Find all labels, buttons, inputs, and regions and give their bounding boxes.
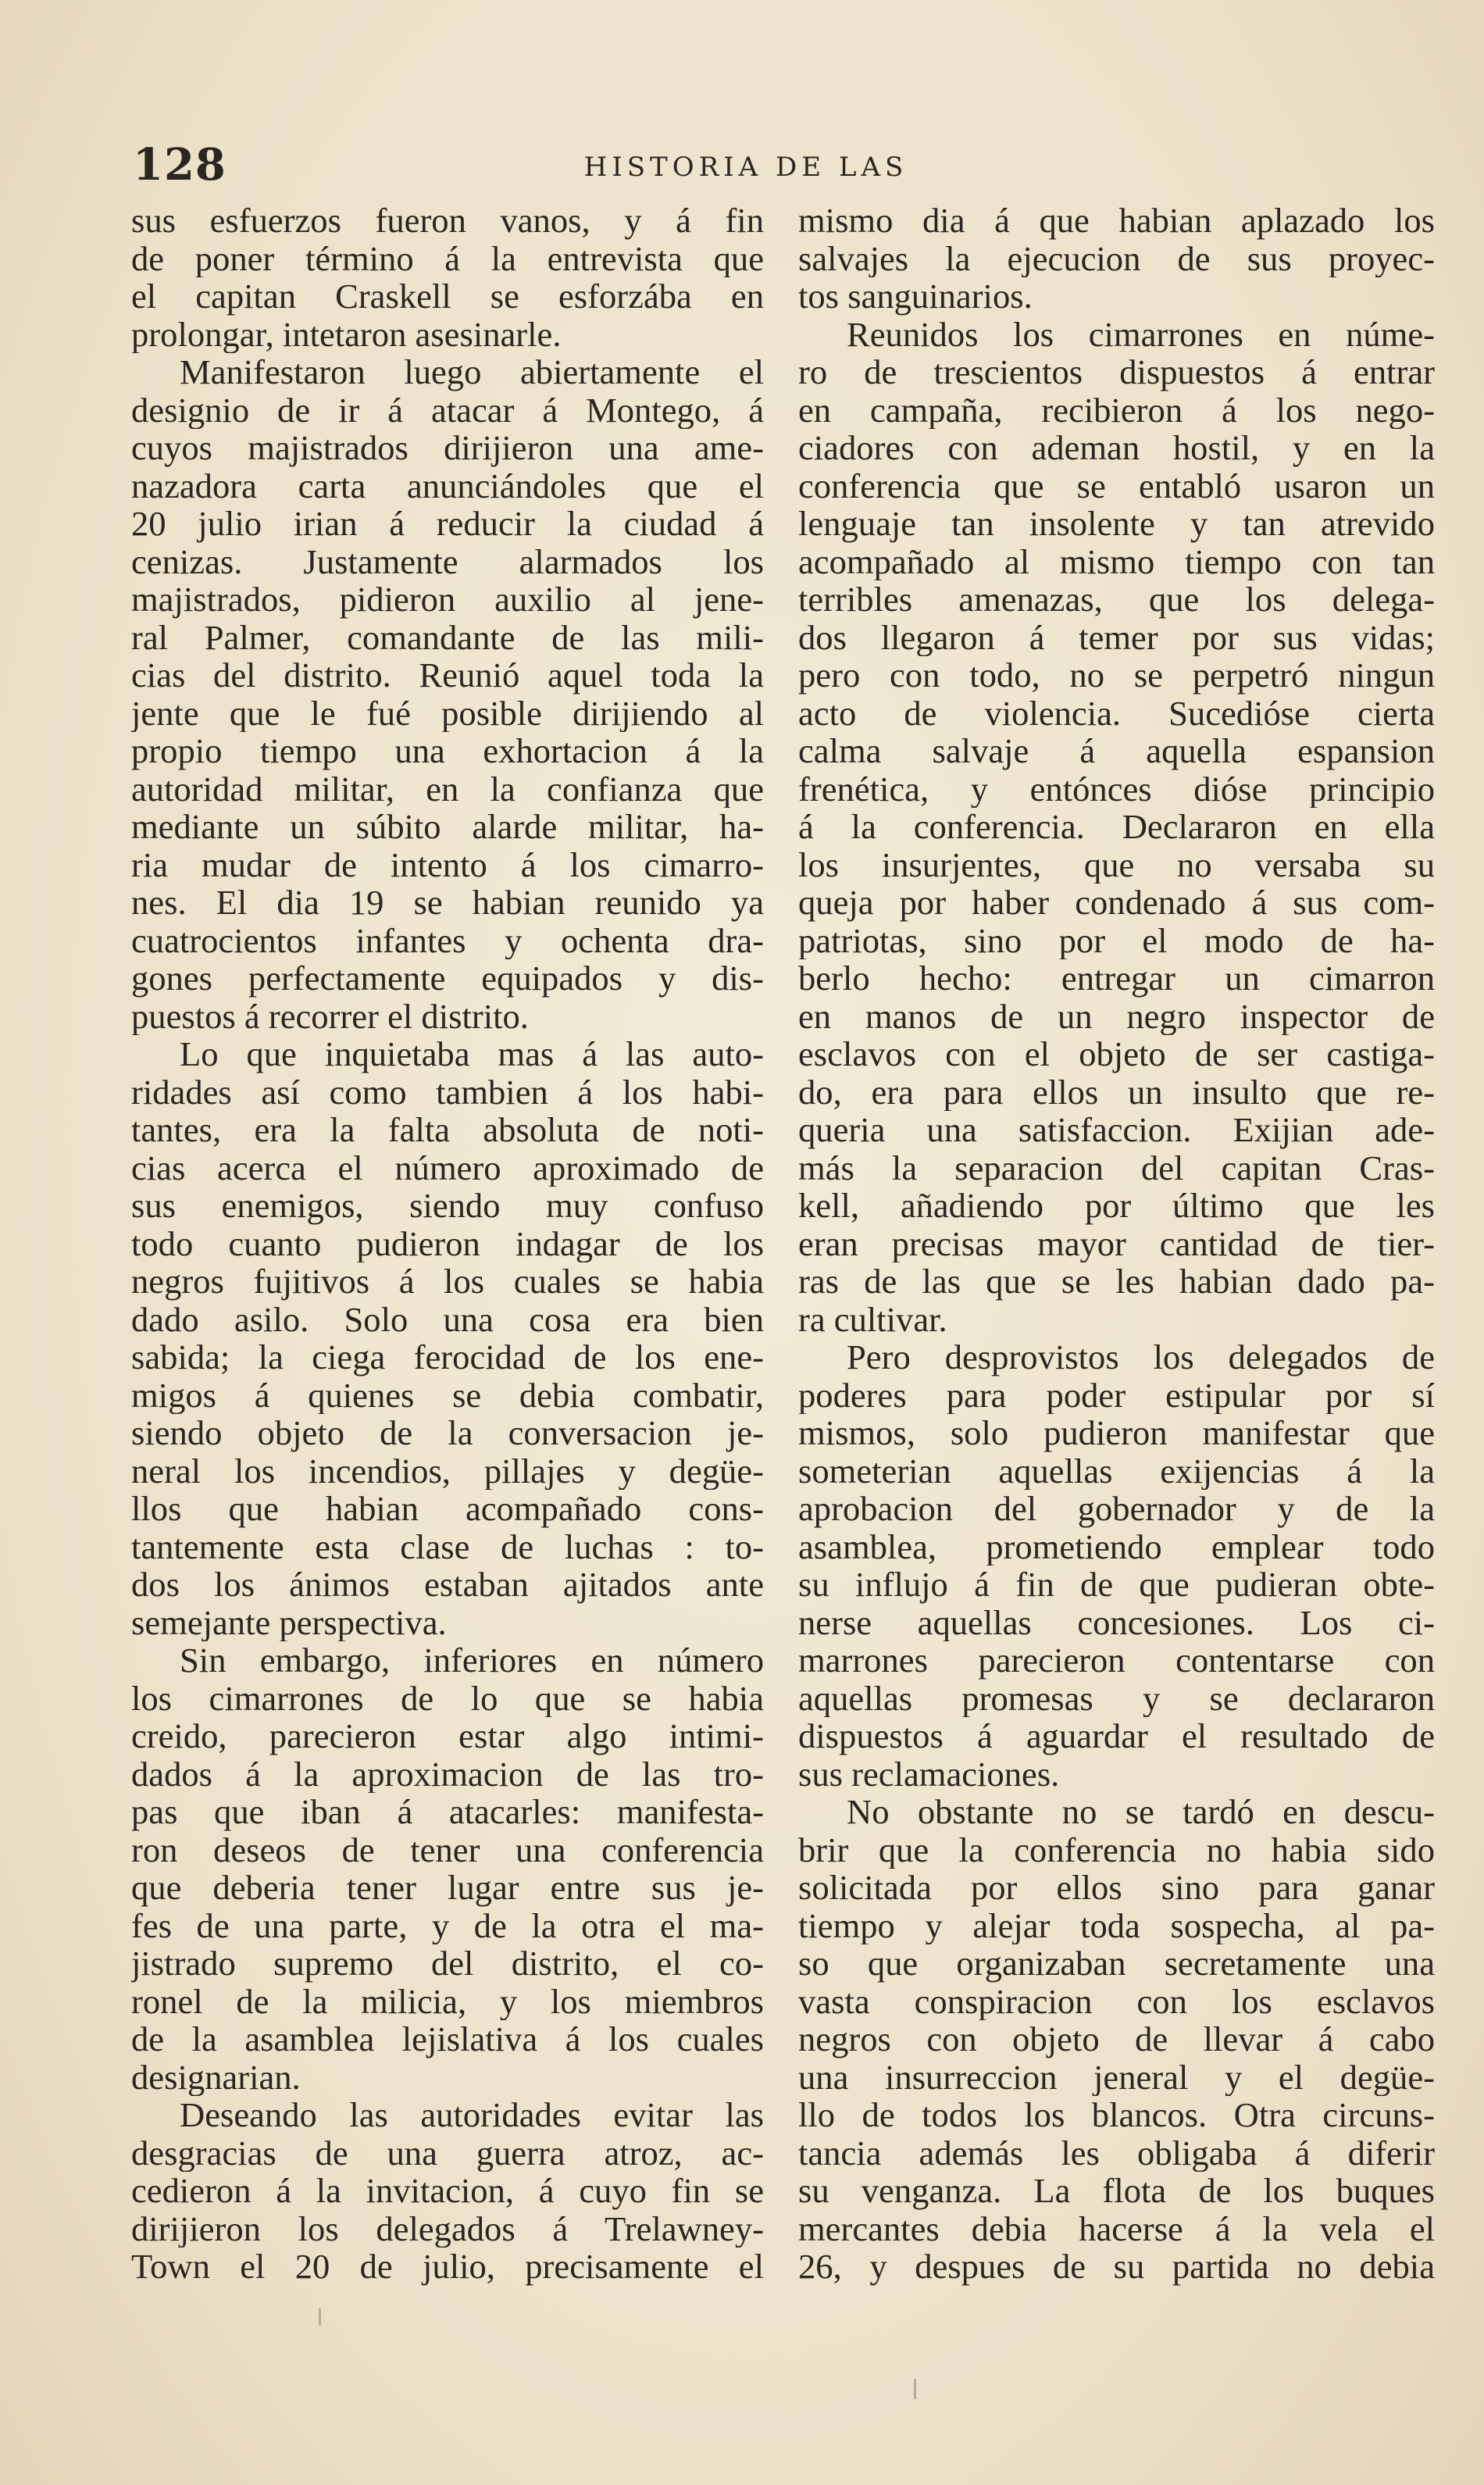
text-line: tantemente esta clase de luchas : to- <box>131 1527 764 1566</box>
text-line: jistrado supremo del distrito, el co- <box>131 1944 764 1983</box>
text-line: mismos, solo pudieron manifestar que <box>798 1414 1435 1452</box>
text-line: en campaña, recibieron á los nego- <box>798 391 1435 429</box>
page-number: 128 <box>133 139 227 191</box>
text-line: en manos de un negro inspector de <box>798 997 1435 1035</box>
text-line: dados á la aproximacion de las tro- <box>131 1755 764 1793</box>
text-line: propio tiempo una exhortacion á la <box>131 732 764 770</box>
text-line: ra cultivar. <box>798 1300 947 1338</box>
text-line: designio de ir á atacar á Montego, á <box>131 391 764 429</box>
text-line: do, era para ellos un insulto que re- <box>798 1073 1435 1111</box>
text-line: dos los ánimos estaban ajitados ante <box>131 1566 764 1604</box>
text-line: prolongar, intetaron asesinarle. <box>131 315 562 353</box>
text-line: dado asilo. Solo una cosa era bien <box>131 1300 764 1338</box>
text-line: poderes para poder estipular por sí <box>798 1376 1435 1414</box>
text-line: asamblea, prometiendo emplear todo <box>798 1527 1435 1566</box>
text-line: creido, parecieron estar algo intimi- <box>131 1717 764 1755</box>
text-line: neral los incendios, pillajes y degüe- <box>131 1451 764 1490</box>
text-line: ridades así como tambien á los habi- <box>131 1073 764 1111</box>
text-line: ronel de la milicia, y los miembros <box>131 1982 764 2020</box>
text-line: los insurjentes, que no versaba su <box>798 845 1435 884</box>
text-line: lenguaje tan insolente y tan atrevido <box>798 505 1435 543</box>
text-line: tos sanguinarios. <box>798 277 1033 316</box>
text-line: autoridad militar, en la confianza que <box>131 769 764 808</box>
text-line: Manifestaron luego abiertamente el <box>180 353 764 391</box>
text-line: á la conferencia. Declararon en ella <box>798 808 1435 846</box>
text-line: ral Palmer, comandante de las mili- <box>131 618 764 656</box>
left-text-column <box>131 202 764 2286</box>
text-line: Pero desprovistos los delegados de <box>847 1338 1435 1376</box>
text-line: Sin embargo, inferiores en número <box>180 1641 764 1680</box>
text-line: designarian. <box>131 2058 301 2096</box>
text-line: Deseando las autoridades evitar las <box>180 2096 764 2134</box>
text-line: berlo hecho: entregar un cimarron <box>798 959 1435 998</box>
text-line: más la separacion del capitan Cras- <box>798 1148 1435 1187</box>
text-line: someterian aquellas exijencias á la <box>798 1451 1435 1490</box>
text-line: terribles amenazas, que los delega- <box>798 580 1435 619</box>
text-line: conferencia que se entabló usaron un <box>798 466 1435 505</box>
text-line: kell, añadiendo por último que les <box>798 1187 1435 1225</box>
text-line: acompañado al mismo tiempo con tan <box>798 542 1435 580</box>
text-line: ria mudar de intento á los cimarro- <box>131 845 764 884</box>
text-line: cuyos majistrados dirijieron una ame- <box>131 429 764 467</box>
text-line: sabida; la ciega ferocidad de los ene- <box>131 1338 764 1376</box>
text-line: fes de una parte, y de la otra el ma- <box>131 1906 764 1944</box>
text-line: jente que le fué posible dirijiendo al <box>131 694 764 732</box>
text-line: todo cuanto pudieron indagar de los <box>131 1224 764 1262</box>
text-line: pas que iban á atacarles: manifesta- <box>131 1793 764 1831</box>
text-line: ciadores con ademan hostil, y en la <box>798 429 1435 467</box>
text-line: ras de las que se les habian dado pa- <box>798 1262 1435 1301</box>
text-line: Town el 20 de julio, precisamente el <box>131 2248 764 2286</box>
text-line: dispuestos á aguardar el resultado de <box>798 1717 1435 1755</box>
text-line: sus reclamaciones. <box>798 1755 1060 1793</box>
text-line: migos á quienes se debia combatir, <box>131 1376 764 1414</box>
text-line: marrones parecieron contentarse con <box>798 1641 1435 1680</box>
text-line: dirijieron los delegados á Trelawney- <box>131 2209 764 2248</box>
text-line: mercantes debia hacerse á la vela el <box>798 2209 1435 2248</box>
text-line: queria una satisfaccion. Exijian ade- <box>798 1111 1435 1149</box>
text-line: cuatrocientos infantes y ochenta dra- <box>131 921 764 959</box>
text-line: dos llegaron á temer por sus vidas; <box>798 618 1435 656</box>
text-line: acto de violencia. Sucedióse cierta <box>798 694 1435 732</box>
text-line: calma salvaje á aquella espansion <box>798 732 1435 770</box>
text-line: mediante un súbito alarde militar, ha- <box>131 808 764 846</box>
text-line: sus enemigos, siendo muy confuso <box>131 1187 764 1225</box>
text-line: mismo dia á que habian aplazado los <box>798 202 1435 240</box>
text-line: cias acerca el número aproximado de <box>131 1148 764 1187</box>
text-line: su influjo á fin de que pudieran obte- <box>798 1566 1435 1604</box>
text-line: aquellas promesas y se declararon <box>798 1679 1435 1717</box>
text-line: ro de trescientos dispuestos á entrar <box>798 353 1435 391</box>
text-line: llo de todos los blancos. Otra circuns- <box>798 2096 1435 2134</box>
text-line: desgracias de una guerra atroz, ac- <box>131 2133 764 2172</box>
text-line: esclavos con el objeto de ser castiga- <box>798 1035 1435 1073</box>
page-header <box>133 139 1359 194</box>
running-title: HISTORIA DE LAS <box>583 152 908 183</box>
text-line: llos que habian acompañado cons- <box>131 1490 764 1528</box>
text-line: majistrados, pidieron auxilio al jene- <box>131 580 764 619</box>
text-line: frenética, y entónces dióse principio <box>798 769 1435 808</box>
text-line: Lo que inquietaba mas á las auto- <box>180 1035 764 1073</box>
text-line: 26, y despues de su partida no debia <box>798 2248 1435 2286</box>
text-line: 20 julio irian á reducir la ciudad á <box>131 505 764 543</box>
text-line: negros con objeto de llevar á cabo <box>798 2020 1435 2058</box>
text-line: queja por haber condenado á sus com- <box>798 884 1435 922</box>
text-line: semejante perspectiva. <box>131 1603 447 1641</box>
text-line: los cimarrones de lo que se habia <box>131 1679 764 1717</box>
text-line: de la asamblea lejislativa á los cuales <box>131 2020 764 2058</box>
text-line: sus esfuerzos fueron vanos, y á fin <box>131 202 764 240</box>
text-line: de poner término á la entrevista que <box>131 239 764 277</box>
text-line: so que organizaban secretamente una <box>798 1944 1435 1983</box>
text-line: nes. El dia 19 se habian reunido ya <box>131 884 764 922</box>
text-line: cedieron á la invitacion, á cuyo fin se <box>131 2172 764 2210</box>
text-line: puestos á recorrer el distrito. <box>131 997 529 1035</box>
text-line: tiempo y alejar toda sospecha, al pa- <box>798 1906 1435 1944</box>
text-line: cenizas. Justamente alarmados los <box>131 542 764 580</box>
text-line: tancia además les obligaba á diferir <box>798 2133 1435 2172</box>
text-line: aprobacion del gobernador y de la <box>798 1490 1435 1528</box>
text-line: pero con todo, no se perpetró ningun <box>798 656 1435 694</box>
text-line: cias del distrito. Reunió aquel toda la <box>131 656 764 694</box>
text-line: salvajes la ejecucion de sus proyec- <box>798 239 1435 277</box>
text-line: brir que la conferencia no habia sido <box>798 1830 1435 1869</box>
page-blemish <box>914 2379 916 2399</box>
text-line: negros fujitivos á los cuales se habia <box>131 1262 764 1301</box>
text-line: ron deseos de tener una conferencia <box>131 1830 764 1869</box>
text-line: que deberia tener lugar entre sus je- <box>131 1869 764 1907</box>
text-line: nazadora carta anunciándoles que el <box>131 466 764 505</box>
text-line: gones perfectamente equipados y dis- <box>131 959 764 998</box>
text-line: Reunidos los cimarrones en núme- <box>847 315 1435 353</box>
text-line: el capitan Craskell se esforzába en <box>131 277 764 316</box>
text-line: una insurreccion jeneral y el degüe- <box>798 2058 1435 2096</box>
text-line: vasta conspiracion con los esclavos <box>798 1982 1435 2020</box>
page-blemish <box>319 2308 321 2326</box>
text-line: eran precisas mayor cantidad de tier- <box>798 1224 1435 1262</box>
text-line: su venganza. La flota de los buques <box>798 2172 1435 2210</box>
text-line: nerse aquellas concesiones. Los ci- <box>798 1603 1435 1641</box>
text-line: siendo objeto de la conversacion je- <box>131 1414 764 1452</box>
text-line: patriotas, sino por el modo de ha- <box>798 921 1435 959</box>
text-line: tantes, era la falta absoluta de noti- <box>131 1111 764 1149</box>
text-line: No obstante no se tardó en descu- <box>847 1793 1435 1831</box>
right-text-column <box>798 202 1435 2286</box>
text-line: solicitada por ellos sino para ganar <box>798 1869 1435 1907</box>
